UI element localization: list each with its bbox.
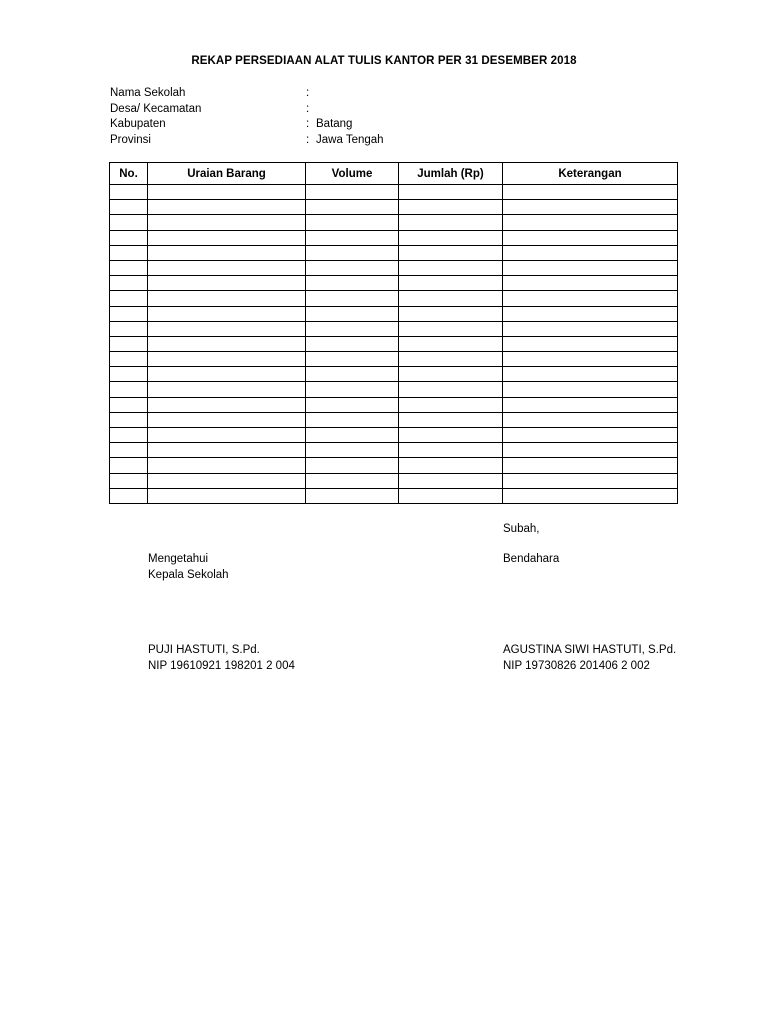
cell-jumlah [399,185,503,200]
cell-uraian-barang [148,382,306,397]
cell-jumlah [399,260,503,275]
cell-no [110,458,148,473]
cell-jumlah [399,306,503,321]
table-row [110,230,678,245]
table-row [110,276,678,291]
signature-left-nip: NIP 19610921 198201 2 004 [148,660,295,672]
cell-uraian-barang [148,458,306,473]
cell-uraian-barang [148,185,306,200]
cell-volume [306,276,399,291]
cell-keterangan [503,382,678,397]
cell-no [110,185,148,200]
cell-keterangan [503,185,678,200]
cell-no [110,276,148,291]
cell-no [110,412,148,427]
cell-no [110,352,148,367]
info-label: Provinsi [110,133,151,146]
cell-jumlah [399,352,503,367]
cell-volume [306,260,399,275]
table-row [110,200,678,215]
table-body [110,185,678,504]
cell-uraian-barang [148,276,306,291]
cell-no [110,321,148,336]
cell-volume [306,336,399,351]
cell-volume [306,488,399,503]
table-row [110,428,678,443]
inventory-table-wrapper [109,162,678,504]
table-row [110,382,678,397]
cell-uraian-barang [148,352,306,367]
header-jumlah: Jumlah (Rp) [399,163,503,185]
cell-keterangan [503,276,678,291]
cell-jumlah [399,443,503,458]
cell-jumlah [399,428,503,443]
inventory-table [109,162,678,504]
cell-keterangan [503,215,678,230]
table-row [110,321,678,336]
info-colon: : [306,102,310,115]
cell-jumlah [399,397,503,412]
info-label: Desa/ Kecamatan [110,102,202,115]
info-value: Jawa Tengah [316,133,384,146]
cell-jumlah [399,473,503,488]
table-row [110,397,678,412]
cell-keterangan [503,321,678,336]
signature-left-line1: Mengetahui [148,553,209,565]
cell-jumlah [399,321,503,336]
table-row [110,367,678,382]
info-colon: : [306,133,310,146]
cell-keterangan [503,306,678,321]
cell-volume [306,352,399,367]
cell-uraian-barang [148,488,306,503]
cell-volume [306,185,399,200]
cell-jumlah [399,245,503,260]
cell-jumlah [399,458,503,473]
cell-keterangan [503,428,678,443]
document-title: REKAP PERSEDIAAN ALAT TULIS KANTOR PER 31 DESEMBER 2018 [191,55,577,67]
cell-uraian-barang [148,245,306,260]
signature-right-role: Bendahara [503,553,560,565]
header-uraian-barang: Uraian Barang [148,163,306,185]
cell-uraian-barang [148,397,306,412]
cell-no [110,245,148,260]
cell-no [110,473,148,488]
signature-left-line2: Kepala Sekolah [148,569,229,581]
cell-volume [306,428,399,443]
signature-left-block [148,642,295,674]
table-row [110,306,678,321]
cell-jumlah [399,230,503,245]
cell-jumlah [399,200,503,215]
cell-jumlah [399,291,503,306]
cell-uraian-barang [148,306,306,321]
cell-jumlah [399,488,503,503]
cell-no [110,291,148,306]
cell-volume [306,200,399,215]
cell-jumlah [399,215,503,230]
cell-volume [306,215,399,230]
cell-volume [306,306,399,321]
cell-volume [306,291,399,306]
info-row-kabupaten [110,117,510,133]
cell-volume [306,473,399,488]
info-row-desa-kecamatan [110,102,510,118]
info-label: Kabupaten [110,118,166,130]
signature-right-name: AGUSTINA SIWI HASTUTI, S.Pd. [503,644,677,656]
signature-left-name: PUJI HASTUTI, S.Pd. [148,644,260,656]
cell-no [110,336,148,351]
table-row [110,336,678,351]
cell-no [110,428,148,443]
table-row [110,412,678,427]
table-row [110,473,678,488]
cell-keterangan [503,473,678,488]
place-date: Subah, [503,523,540,535]
cell-uraian-barang [148,412,306,427]
table-row [110,458,678,473]
table-row [110,443,678,458]
cell-keterangan [503,230,678,245]
cell-uraian-barang [148,321,306,336]
cell-keterangan [503,291,678,306]
cell-uraian-barang [148,200,306,215]
cell-uraian-barang [148,443,306,458]
cell-uraian-barang [148,215,306,230]
header-keterangan: Keterangan [503,163,678,185]
info-colon: : [306,87,310,99]
cell-volume [306,230,399,245]
table-row [110,352,678,367]
table-row [110,215,678,230]
cell-keterangan [503,352,678,367]
cell-no [110,200,148,215]
cell-uraian-barang [148,260,306,275]
cell-uraian-barang [148,367,306,382]
cell-keterangan [503,412,678,427]
cell-volume [306,458,399,473]
cell-no [110,397,148,412]
cell-jumlah [399,276,503,291]
info-row-nama-sekolah [110,86,510,102]
cell-uraian-barang [148,230,306,245]
info-colon: : [306,118,310,130]
cell-volume [306,367,399,382]
table-row [110,185,678,200]
cell-no [110,260,148,275]
table-row [110,245,678,260]
info-label: Nama Sekolah [110,87,186,99]
cell-no [110,443,148,458]
table-row [110,291,678,306]
cell-volume [306,245,399,260]
table-header-row [110,163,678,185]
cell-keterangan [503,488,678,503]
cell-volume [306,382,399,397]
cell-keterangan [503,200,678,215]
cell-volume [306,321,399,336]
cell-jumlah [399,336,503,351]
cell-uraian-barang [148,428,306,443]
cell-volume [306,412,399,427]
cell-jumlah [399,412,503,427]
cell-uraian-barang [148,473,306,488]
signature-right-block [503,642,676,674]
table-row [110,488,678,503]
cell-volume [306,397,399,412]
cell-no [110,367,148,382]
cell-no [110,215,148,230]
cell-no [110,306,148,321]
cell-no [110,488,148,503]
cell-keterangan [503,367,678,382]
cell-keterangan [503,336,678,351]
signature-right-title [503,551,559,567]
info-row-provinsi [110,133,510,149]
signature-left-title [148,551,229,583]
cell-no [110,230,148,245]
cell-uraian-barang [148,336,306,351]
school-info-block [110,86,510,148]
cell-keterangan [503,245,678,260]
cell-volume [306,443,399,458]
header-volume: Volume [306,163,399,185]
cell-keterangan [503,443,678,458]
cell-keterangan [503,397,678,412]
cell-jumlah [399,367,503,382]
table-row [110,260,678,275]
cell-keterangan [503,458,678,473]
cell-keterangan [503,260,678,275]
header-no: No. [110,163,148,185]
cell-no [110,382,148,397]
info-value: Batang [316,118,353,130]
cell-jumlah [399,382,503,397]
signature-right-nip: NIP 19730826 201406 2 002 [503,660,650,672]
cell-uraian-barang [148,291,306,306]
